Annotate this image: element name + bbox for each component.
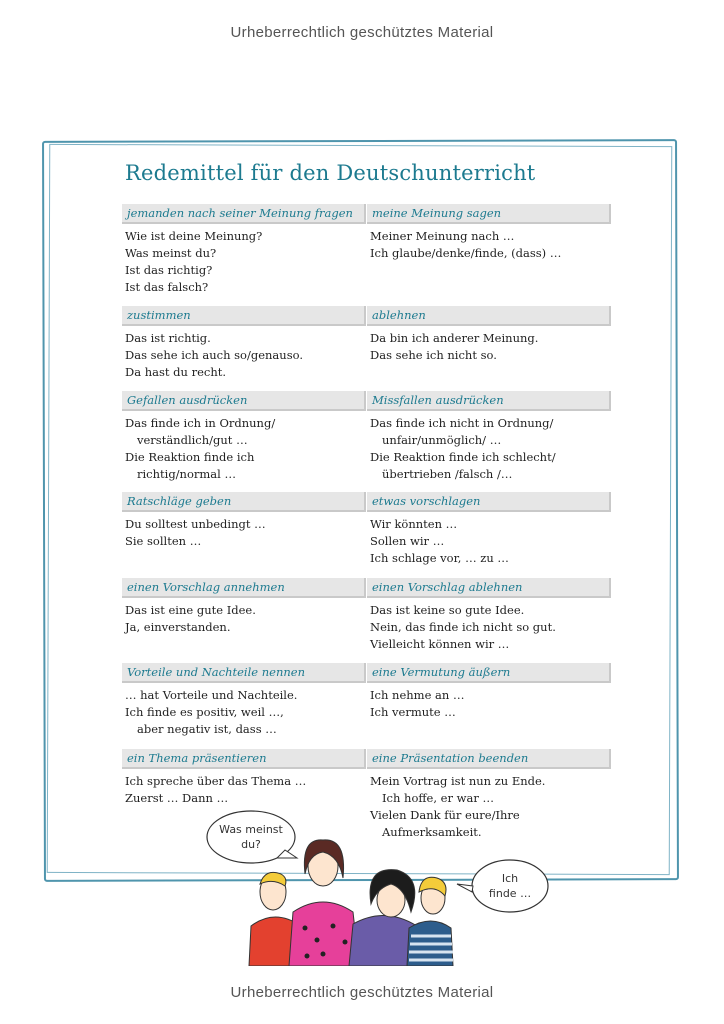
- phrase-section: [122, 391, 366, 483]
- right-bubble-line1: Ich: [501, 872, 519, 885]
- phrase-line: richtig/normal …: [137, 467, 236, 481]
- left-speech-bubble: [207, 811, 297, 863]
- phrase-section: [122, 492, 366, 550]
- phrase-line: Nein, das finde ich nicht so gut.: [370, 620, 556, 634]
- phrase-section: [367, 391, 611, 483]
- phrase-section: [367, 578, 611, 653]
- phrase-line: Ich hoffe, er war …: [382, 791, 494, 805]
- watermark-top: Urheberrechtlich geschütztes Material: [230, 24, 494, 41]
- phrase-section: [367, 306, 611, 364]
- phrase-section: [122, 663, 366, 738]
- section-heading: Ratschläge geben: [122, 492, 366, 512]
- phrase-line: Zuerst … Dann …: [125, 791, 229, 805]
- phrase-line: Vielleicht können wir …: [370, 637, 510, 651]
- section-phrases: [122, 228, 366, 296]
- phrase-line: Ich spreche über das Thema …: [125, 774, 307, 788]
- phrase-line: unfair/unmöglich/ …: [382, 433, 502, 447]
- phrase-line: Du solltest unbedingt …: [125, 517, 266, 531]
- section-heading: einen Vorschlag annehmen: [122, 578, 366, 598]
- phrase-line: Meiner Meinung nach …: [370, 229, 515, 243]
- left-bubble-line1: Was meinst: [219, 823, 283, 836]
- section-phrases: [122, 687, 366, 738]
- phrase-line: Das ist keine so gute Idee.: [370, 603, 525, 617]
- phrase-line: Ist das falsch?: [125, 280, 209, 294]
- phrase-line: … hat Vorteile und Nachteile.: [125, 688, 298, 702]
- phrase-line: Ich finde es positiv, weil …,: [125, 705, 284, 719]
- phrase-line: Das sehe ich nicht so.: [370, 348, 497, 362]
- section-phrases: [122, 415, 366, 483]
- left-bubble-line2: du?: [241, 838, 261, 851]
- watermark-bottom: Urheberrechtlich geschütztes Material: [230, 984, 494, 1001]
- section-heading: eine Vermutung äußern: [367, 663, 611, 683]
- phrase-line: Ist das richtig?: [125, 263, 213, 277]
- phrase-line: Sollen wir …: [370, 534, 445, 548]
- section-heading: meine Meinung sagen: [367, 204, 611, 224]
- phrase-line: Das ist richtig.: [125, 331, 211, 345]
- page-title: Redemittel für den Deutschunterricht: [125, 161, 536, 185]
- section-heading: Gefallen ausdrücken: [122, 391, 366, 411]
- section-phrases: [367, 228, 611, 262]
- section-heading: etwas vorschlagen: [367, 492, 611, 512]
- right-speech-bubble: [457, 860, 548, 912]
- phrase-line: Wie ist deine Meinung?: [125, 229, 263, 243]
- section-heading: ein Thema präsentieren: [122, 749, 366, 769]
- phrase-section: [367, 204, 611, 262]
- phrase-section: [122, 749, 366, 807]
- phrase-line: Ich schlage vor, … zu …: [370, 551, 509, 565]
- phrase-section: [122, 306, 366, 381]
- phrase-line: Ich nehme an …: [370, 688, 465, 702]
- students-illustration: [205, 808, 555, 966]
- section-phrases: [122, 773, 366, 807]
- woman-pink-figure: [289, 840, 359, 966]
- phrase-line: Ja, einverstanden.: [125, 620, 231, 634]
- section-heading: ablehnen: [367, 306, 611, 326]
- section-heading: einen Vorschlag ablehnen: [367, 578, 611, 598]
- phrase-line: aber negativ ist, dass …: [137, 722, 277, 736]
- section-phrases: [367, 516, 611, 567]
- section-phrases: [367, 415, 611, 483]
- section-phrases: [122, 330, 366, 381]
- phrase-section: [367, 492, 611, 567]
- phrase-line: Das ist eine gute Idee.: [125, 603, 256, 617]
- section-phrases: [367, 602, 611, 653]
- phrase-line: Aufmerksamkeit.: [382, 825, 482, 839]
- section-heading: Missfallen ausdrücken: [367, 391, 611, 411]
- phrase-line: Ich vermute …: [370, 705, 456, 719]
- phrase-line: Da bin ich anderer Meinung.: [370, 331, 539, 345]
- section-phrases: [122, 516, 366, 550]
- phrase-line: Das finde ich in Ordnung/: [125, 416, 276, 430]
- phrase-line: Wir könnten …: [370, 517, 458, 531]
- phrase-line: Ich glaube/denke/finde, (dass) …: [370, 246, 562, 260]
- phrase-section: [122, 578, 366, 636]
- phrase-line: Was meinst du?: [125, 246, 217, 260]
- phrase-line: Vielen Dank für eure/Ihre: [370, 808, 520, 822]
- section-heading: eine Präsentation beenden: [367, 749, 611, 769]
- section-phrases: [367, 687, 611, 721]
- section-heading: Vorteile und Nachteile nennen: [122, 663, 366, 683]
- phrase-line: Das finde ich nicht in Ordnung/: [370, 416, 554, 430]
- phrase-line: Mein Vortrag ist nun zu Ende.: [370, 774, 546, 788]
- right-bubble-line2: finde …: [488, 887, 532, 900]
- section-phrases: [122, 602, 366, 636]
- phrase-line: Da hast du recht.: [125, 365, 227, 379]
- phrase-line: verständlich/gut …: [137, 433, 248, 447]
- section-heading: jemanden nach seiner Meinung fragen: [122, 204, 366, 224]
- phrase-line: Sie sollten …: [125, 534, 202, 548]
- phrase-line: Die Reaktion finde ich: [125, 450, 255, 464]
- phrase-line: übertrieben /falsch /…: [382, 467, 513, 481]
- phrase-line: Das sehe ich auch so/genauso.: [125, 348, 303, 362]
- phrase-section: [367, 663, 611, 721]
- section-phrases: [367, 330, 611, 364]
- section-heading: zustimmen: [122, 306, 366, 326]
- phrase-section: [122, 204, 366, 296]
- phrase-line: Die Reaktion finde ich schlecht/: [370, 450, 556, 464]
